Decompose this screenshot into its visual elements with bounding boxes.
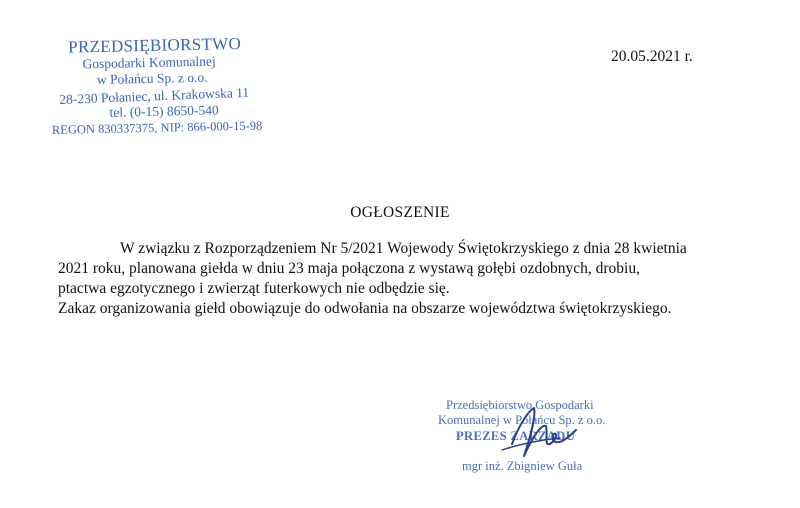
signature-stamp-name: mgr inż. Zbigniew Guła <box>462 459 583 473</box>
document-heading: OGŁOSZENIE <box>350 204 450 221</box>
document-date: 20.05.2021 r. <box>611 48 693 65</box>
handwritten-signature-icon <box>490 404 580 464</box>
stamp-address: 28-230 Połaniec, ul. Krakowska 11 <box>59 84 250 108</box>
signature-stamp-line1: Przedsiębiorstwo Gospodarki <box>446 398 594 412</box>
stamp-company-line3: w Połańcu Sp. z o.o. <box>96 69 208 88</box>
stamp-phone: tel. (0-15) 8650-540 <box>109 102 219 120</box>
body-line: 2021 roku, planowana giełda w dniu 23 maja połączona z wystawą gołębi ozdobnych, drobiu, <box>58 260 640 277</box>
body-line: Zakaz organizowania giełd obowiązuje do odwołania na obszarze województwa świętokrzyskiego. <box>58 300 672 317</box>
company-stamp <box>50 33 312 138</box>
stamp-company-name: PRZEDSIĘBIORSTWO <box>67 34 242 57</box>
body-line: W związku z Rozporządzeniem Nr 5/2021 Wojewody Świętokrzyskiego z dnia 28 kwietnia <box>120 240 687 257</box>
stamp-regon-nip: REGON 830337375, NIP: 866-000-15-98 <box>51 118 263 137</box>
body-line: ptactwa egzotycznego i zwierząt futerkowych nie odbędzie się. <box>58 280 450 297</box>
signature-stamp-line2: Komunalnej w Połańcu Sp. z o.o. <box>438 413 606 427</box>
announcement-body <box>58 239 778 319</box>
signature-stamp-title: PREZES ZARZĄDU <box>456 429 576 443</box>
stamp-company-line2: Gospodarki Komunalnej <box>82 53 216 72</box>
